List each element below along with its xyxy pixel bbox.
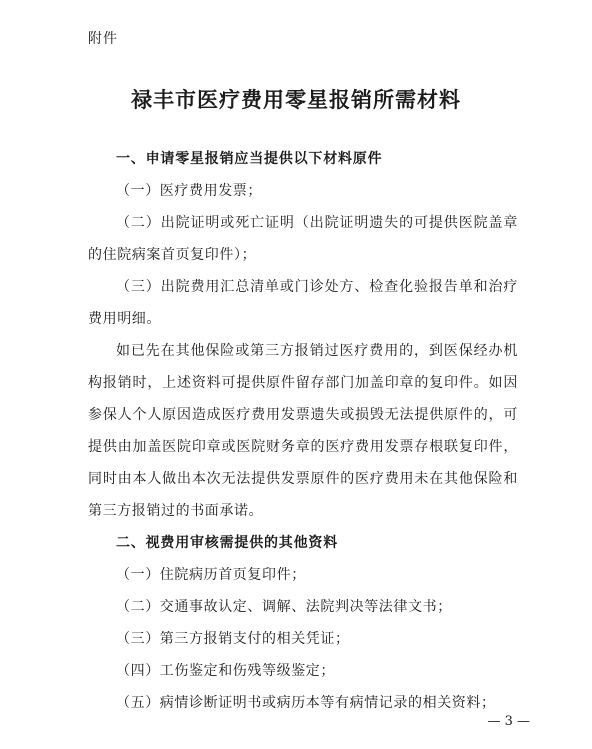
section-2-item-1: （一）住院病历首页复印件； — [116, 567, 306, 583]
section-1-note: 如已先在其他保险或第三方报销过医疗费用的，到医保经办机构报销时，上述资料可提供原件留存部门加盖印章的复印件。如因参保人个人原因造成医疗费用发票遗失或损毁无法提供原件的，可提供由加盖医院印章或医院财务章的医疗费用发票存根联复印件，同时由本人做出本次无法提供发票原件的医疗费用未在其他保险和第三方报销过的书面承诺。 — [88, 343, 518, 519]
section-2-item-5: （五）病情诊断证明书或病历本等有病情记录的相关资料； — [116, 695, 496, 711]
section-1-heading: 一、申请零星报销应当提供以下材料原件 — [116, 151, 383, 167]
section-1-item-2: （二）出院证明或死亡证明（出院证明遗失的可提供医院盖章的住院病案首页复印件）； — [88, 215, 518, 263]
document-body — [88, 143, 518, 719]
attachment-label: 附件 — [88, 31, 118, 47]
document-title: 禄丰市医疗费用零星报销所需材料 — [131, 88, 461, 112]
section-2-item-2: （二）交通事故认定、调解、法院判决等法律文书； — [116, 599, 452, 615]
page-number: — 3 — — [487, 714, 530, 729]
section-1-item-3: （三）出院费用汇总清单或门诊处方、检查化验报告单和治疗费用明细。 — [88, 279, 518, 327]
section-2-item-3: （三）第三方报销支付的相关凭证； — [116, 631, 350, 647]
section-2-heading: 二、视费用审核需提供的其他资料 — [116, 535, 338, 551]
section-2-item-4: （四）工伤鉴定和伤残等级鉴定； — [116, 663, 335, 679]
section-1-item-1: （一）医疗费用发票； — [116, 183, 262, 199]
